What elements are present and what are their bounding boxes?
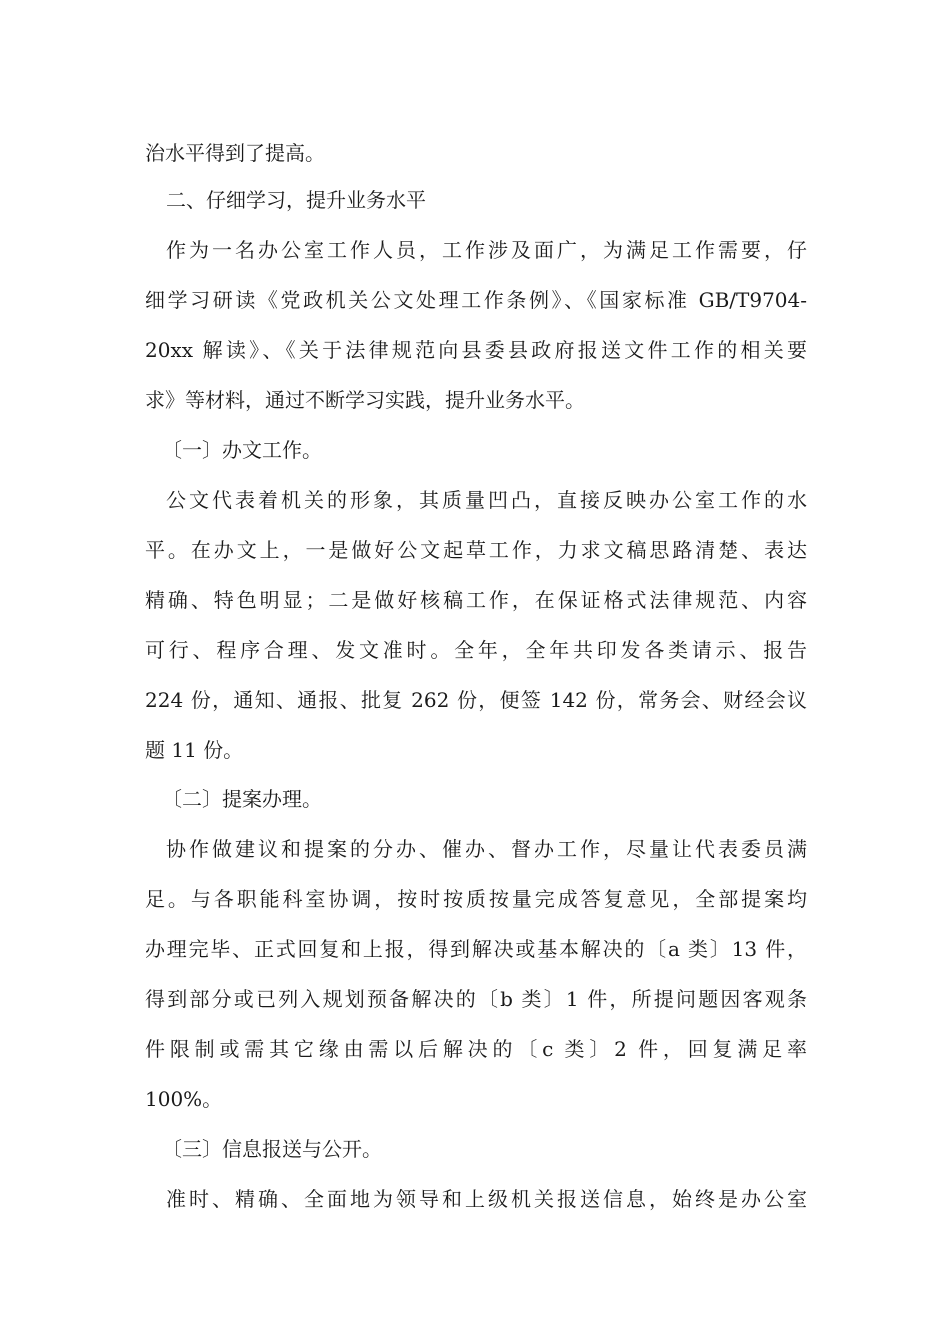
text-line: 作为一名办公室工作人员，工作涉及面广，为满足工作需要，仔 (166, 238, 807, 262)
text-line: 公文代表着机关的形象，其质量凹凸，直接反映办公室工作的水 (166, 488, 807, 512)
subsection-heading: 〔一〕办文工作。 (162, 438, 322, 462)
text-line: 得到部分或已列入规划预备解决的〔b 类〕1 件，所提问题因客观条 (145, 987, 807, 1011)
text-line: 足。与各职能科室协调，按时按质按量完成答复意见，全部提案均 (145, 887, 807, 911)
subsection-heading: 〔二〕提案办理。 (162, 787, 322, 811)
text-line: 20xx 解读》、《关于法律规范向县委县政府报送文件工作的相关要 (145, 338, 807, 362)
text-line: 224 份，通知、通报、批复 262 份，便签 142 份，常务会、财经会议 (145, 688, 807, 712)
text-line: 细学习研读《党政机关公文处理工作条例》、《国家标准 GB/T9704- (145, 288, 807, 312)
text-line: 可行、程序合理、发文准时。全年，全年共印发各类请示、报告 (145, 638, 807, 662)
text-line: 求》等材料，通过不断学习实践，提升业务水平。 (145, 388, 585, 412)
text-line: 办理完毕、正式回复和上报，得到解决或基本解决的〔a 类〕13 件， (145, 937, 807, 961)
text-line: 准时、精确、全面地为领导和上级机关报送信息，始终是办公室 (166, 1187, 807, 1211)
text-line: 平。在办文上，一是做好公文起草工作，力求文稿思路清楚、表达 (145, 538, 807, 562)
text-line: 100%。 (145, 1087, 223, 1111)
text-line: 协作做建议和提案的分办、催办、督办工作，尽量让代表委员满 (166, 837, 807, 861)
text-line: 治水平得到了提高。 (145, 141, 325, 165)
text-line: 件限制或需其它缘由需以后解决的〔c 类〕2 件，回复满足率 (145, 1037, 807, 1061)
text-line: 精确、特色明显；二是做好核稿工作，在保证格式法律规范、内容 (145, 588, 807, 612)
text-line: 题 11 份。 (145, 738, 244, 762)
subsection-heading: 〔三〕信息报送与公开。 (162, 1137, 382, 1161)
section-heading: 二、仔细学习，提升业务水平 (166, 188, 426, 212)
